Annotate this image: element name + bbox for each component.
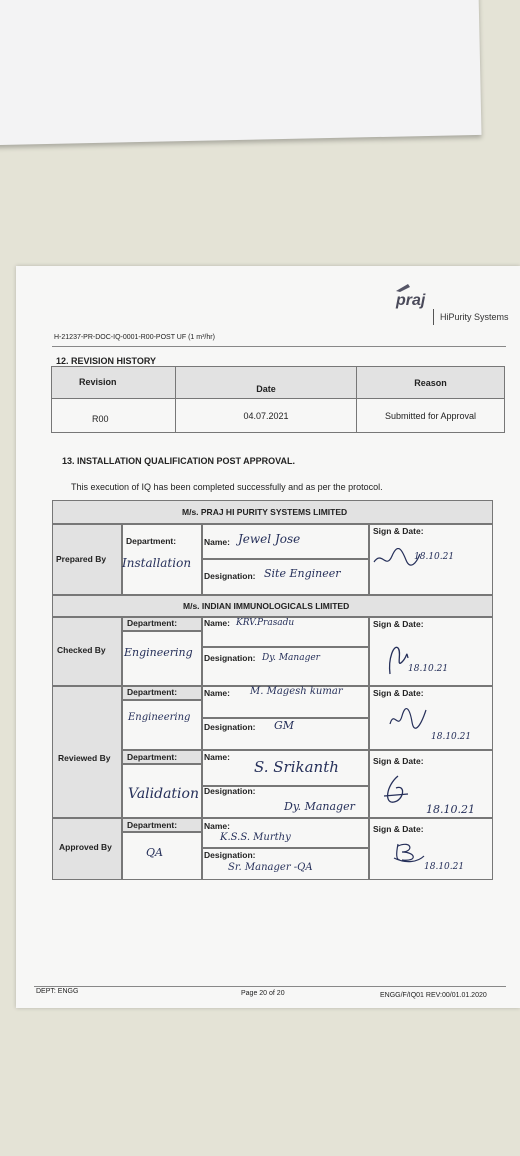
approved-name-value: K.S.S. Murthy — [220, 832, 291, 843]
reviewed2-designation-value: Dy. Manager — [284, 800, 355, 813]
approved-by-label: Approved By — [59, 842, 112, 852]
reviewed2-designation-label: Designation: — [204, 786, 256, 796]
reviewed1-name-label: Name: — [204, 688, 230, 698]
prepared-designation-label: Designation: — [204, 571, 256, 581]
reviewed2-sign-label: Sign & Date: — [373, 756, 424, 766]
approved-sign-date: 18.10.21 — [424, 862, 465, 872]
prepared-name-value: Jewel Jose — [238, 532, 301, 546]
date-cell: 04.07.2021 — [176, 399, 357, 433]
prepared-designation-value: Site Engineer — [264, 567, 341, 580]
reviewed2-name-label: Name: — [204, 752, 230, 762]
checked-sign-label: Sign & Date: — [373, 619, 424, 629]
checked-designation-value: Dy. Manager — [262, 653, 320, 663]
reviewed2-department-label: Department: — [127, 752, 178, 762]
checked-name-label: Name: — [204, 618, 230, 628]
approved-designation-value: Sr. Manager -QA — [228, 862, 313, 873]
document-id: H-21237-PR-DOC-IQ-0001-R00-POST UF (1 m³/hr) — [54, 334, 215, 341]
iil-company-name: M/s. INDIAN IMMUNOLOGICALS LIMITED — [183, 601, 350, 611]
prepared-name-label: Name: — [204, 537, 230, 547]
reviewed1-department-value: Engineering — [128, 712, 191, 723]
reviewed2-name-value: S. Srikanth — [254, 758, 339, 776]
col-header-date: Date — [176, 367, 357, 399]
reviewed1-designation-label: Designation: — [204, 722, 256, 732]
reviewed1-department-cell — [122, 700, 202, 750]
approved-designation-label: Designation: — [204, 850, 256, 860]
reviewed1-sign-label: Sign & Date: — [373, 688, 424, 698]
iq-statement: This execution of IQ has been completed successfully and as per the protocol. — [71, 482, 383, 492]
praj-logo — [396, 292, 425, 310]
reviewed2-department-value: Validation — [128, 786, 199, 802]
reviewed2-signature — [380, 774, 412, 810]
approved-department-label: Department: — [127, 820, 178, 830]
prepared-sign-date: 18.10.21 — [414, 552, 455, 562]
approved-department-value: QA — [146, 846, 163, 859]
revision-cell: R00 — [52, 399, 176, 433]
approved-signature — [392, 840, 426, 864]
footer-dept: DEPT: ENGG — [36, 988, 79, 995]
reviewed-role-cell — [52, 686, 122, 818]
praj-company-name: M/s. PRAJ HI PURITY SYSTEMS LIMITED — [182, 507, 348, 517]
checked-designation-label: Designation: — [204, 653, 256, 663]
footer-form-ref: ENGG/F/IQ01 REV:00/01.01.2020 — [380, 992, 487, 999]
reviewed1-sign-date: 18.10.21 — [431, 732, 472, 742]
checked-department-value: Engineering — [124, 646, 193, 659]
prepared-sign-label: Sign & Date: — [373, 526, 424, 536]
checked-signature — [386, 642, 410, 676]
logo-word: praj — [396, 292, 426, 309]
reviewed1-department-label: Department: — [127, 687, 178, 697]
revision-row — [52, 399, 505, 433]
prepared-by-label: Prepared By — [56, 554, 107, 564]
col-header-reason: Reason — [357, 367, 505, 399]
reviewed1-designation-value: GM — [274, 719, 295, 732]
logo-subtitle: HiPurity Systems — [440, 312, 509, 322]
reviewed1-name-value: M. Magesh kumar — [250, 686, 343, 697]
footer-page: Page 20 of 20 — [241, 990, 285, 997]
background-paper-sheet — [0, 0, 482, 145]
logo-divider — [433, 309, 434, 325]
checked-department-label: Department: — [127, 618, 178, 628]
iq-approval-title: 13. INSTALLATION QUALIFICATION POST APPROVAL. — [62, 456, 296, 466]
header-rule — [52, 346, 506, 347]
reason-cell: Submitted for Approval — [357, 399, 505, 433]
reviewed1-signature — [388, 706, 428, 732]
revision-history-title: 12. REVISION HISTORY — [56, 356, 157, 366]
prepared-department-value: Installation — [122, 556, 192, 570]
footer-rule — [34, 986, 506, 987]
logo-mark-icon — [396, 283, 410, 293]
checked-by-label: Checked By — [57, 645, 106, 655]
approved-sign-label: Sign & Date: — [373, 824, 424, 834]
revision-table — [51, 366, 505, 433]
checked-name-value: KRV.Prasadu — [236, 618, 295, 628]
col-header-revision: Revision — [52, 367, 176, 399]
approved-name-label: Name: — [204, 821, 230, 831]
reviewed-by-label: Reviewed By — [58, 753, 111, 763]
reviewed2-sign-date: 18.10.21 — [426, 803, 475, 816]
prepared-department-label: Department: — [126, 536, 177, 546]
revision-header-row — [52, 367, 505, 399]
document-page — [16, 266, 520, 1008]
checked-sign-date: 18.10.21 — [408, 664, 449, 674]
